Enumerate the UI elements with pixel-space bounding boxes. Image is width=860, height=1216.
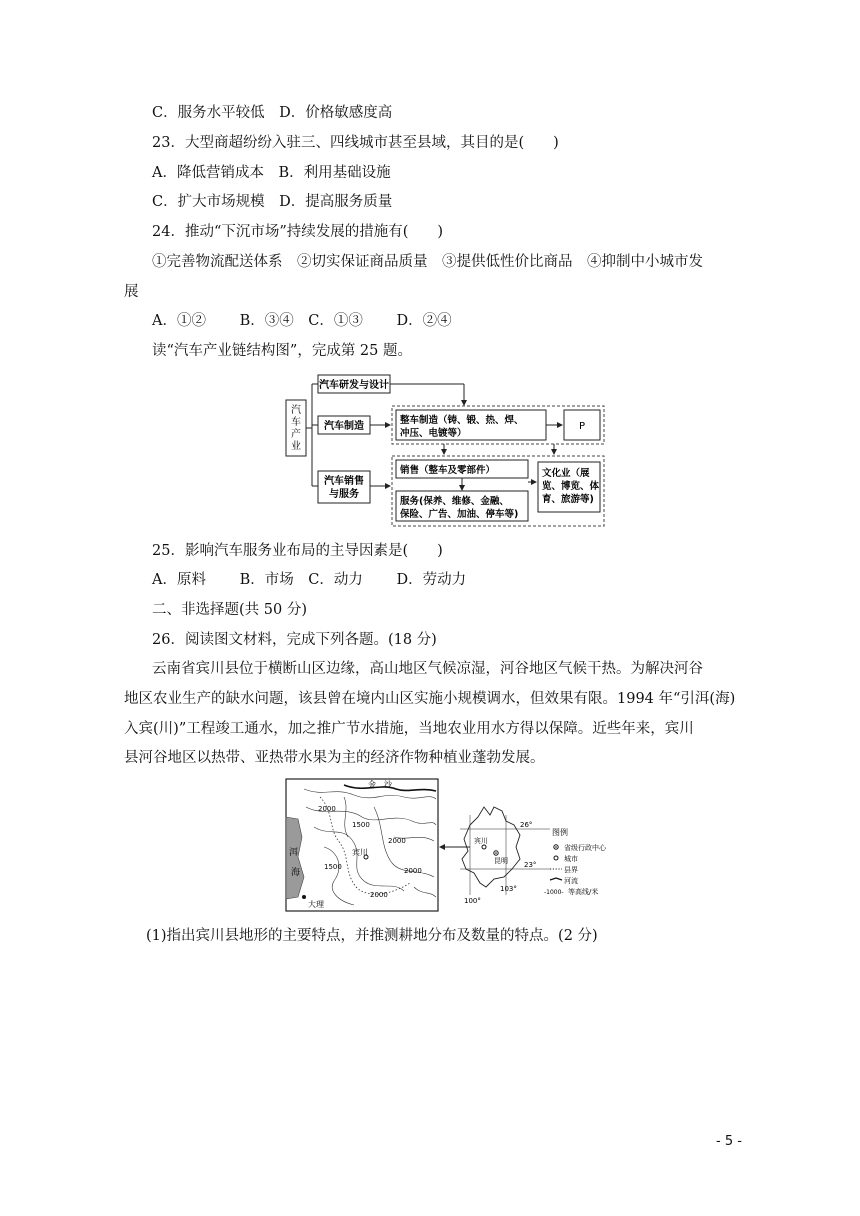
culture-line-1: 文化业（展 [542, 468, 590, 479]
p-label: P [578, 421, 586, 432]
lat-26-label: 26° [520, 821, 533, 829]
section-2-heading: 二、非选择题(共 50 分) [152, 602, 307, 618]
q24-items-line1: ①完善物流配送体系 ②切实保证商品质量 ③提供低性价比商品 ④抑制中小城市发 [152, 254, 703, 270]
locator-map [460, 807, 550, 905]
binchuan-locator-marker [482, 845, 486, 849]
sales-service-label-2: 与服务 [329, 489, 359, 500]
q22-options-cd: C．服务水平较低 D．价格敏感度高 [152, 105, 393, 121]
assembly-line-2: 冲压、电镀等） [400, 428, 467, 439]
page-number: - 5 - [716, 1134, 742, 1149]
legend-title: 图例 [552, 828, 568, 837]
contour-label-4: 1500 [324, 863, 342, 871]
lake-char-1: 洱 [289, 848, 299, 858]
service-line-2: 保险、广告、加油、停车等) [400, 509, 519, 520]
lon-100-label: 100° [464, 897, 481, 905]
contour-label-1: 2000 [318, 805, 336, 813]
binchuan-label: 宾川 [352, 848, 368, 857]
dali-marker [302, 895, 306, 899]
sales-label: 销售（整车及零部件） [400, 465, 496, 476]
q26-para-line-3: 入宾(川)”工程竣工通水，加之推广节水措施，当地农业用水方得以保障。近些年来，宾川 [124, 721, 694, 737]
q26-para-line-1: 云南省宾川县位于横断山区边缘，高山地区气候凉湿，河谷地区气候干热。为解决河谷 [152, 661, 703, 677]
rd-label: 汽车研发与设计 [319, 380, 389, 391]
root-char-1: 汽 [291, 405, 301, 416]
legend-county-boundary: 县界 [564, 866, 578, 874]
auto-industry-chain-diagram [284, 372, 614, 530]
contour-label-6: 2000 [370, 891, 388, 899]
culture-line-2: 览、博览、体 [542, 481, 600, 492]
q25-intro: 读“汽车产业链结构图”，完成第 25 题。 [152, 343, 412, 359]
binchuan-map [284, 777, 644, 915]
root-char-2: 车 [291, 417, 301, 428]
river-label: 金 沙 [368, 780, 392, 789]
contour-label-5: 2000 [404, 867, 422, 875]
q24-stem: 24．推动“下沉市场”持续发展的措施有( ) [152, 224, 444, 240]
q23-stem: 23．大型商超纷纷入驻三、四线城市甚至县域，其目的是( ) [152, 135, 559, 151]
service-line-1: 服务(保养、维修、金融、 [400, 496, 509, 507]
q23-options-cd: C．扩大市场规模 D．提高服务质量 [152, 194, 393, 210]
contour-label-3: 2000 [388, 837, 406, 845]
q26-para-line-4: 县河谷地区以热带、亚热带水果为主的经济作物种植业蓬勃发展。 [124, 750, 545, 766]
root-char-3: 产 [291, 429, 301, 440]
legend-contour-prefix: -1000- [544, 889, 564, 896]
kunming-label: 昆明 [494, 857, 508, 865]
dali-label: 大理 [308, 900, 324, 909]
binchuan-locator-label: 宾川 [474, 837, 488, 845]
root-char-4: 业 [291, 441, 301, 452]
lake-char-2: 海 [291, 868, 301, 878]
q25-options: A．原料 B．市场 C．动力 D．劳动力 [152, 572, 467, 588]
mfg-label: 汽车制造 [324, 421, 364, 432]
culture-line-3: 育、旅游等) [542, 494, 594, 505]
sales-service-label-1: 汽车销售 [324, 476, 364, 487]
q23-options-ab: A．降低营销成本 B．利用基础设施 [152, 165, 391, 181]
legend-city: 城市 [564, 855, 578, 863]
legend-provincial-capital: 省级行政中心 [564, 844, 606, 852]
contour-label-2: 1500 [352, 821, 370, 829]
assembly-line-1: 整车制造（铸、锻、热、焊、 [400, 415, 524, 426]
lon-103-label: 103° [500, 885, 517, 893]
q26-sub1: (1)指出宾川县地形的主要特点，并推测耕地分布及数量的特点。(2 分) [146, 928, 598, 944]
legend-contour: 等高线/米 [568, 888, 599, 896]
q24-items-line2: 展 [124, 284, 139, 300]
legend-river: 河流 [564, 877, 578, 885]
map-legend [544, 827, 607, 896]
q26-para-line-2: 地区农业生产的缺水问题，该县曾在境内山区实施小规模调水，但效果有限。1994 年“引洱(海) [124, 691, 736, 707]
q25-stem: 25．影响汽车服务业布局的主导因素是( ) [152, 543, 443, 559]
yunnan-outline [462, 807, 520, 887]
q26-stem: 26．阅读图文材料，完成下列各题。(18 分) [152, 632, 437, 648]
q24-options: A．①② B．③④ C．①③ D．②④ [152, 313, 452, 329]
lat-23-label: 23° [524, 861, 537, 869]
